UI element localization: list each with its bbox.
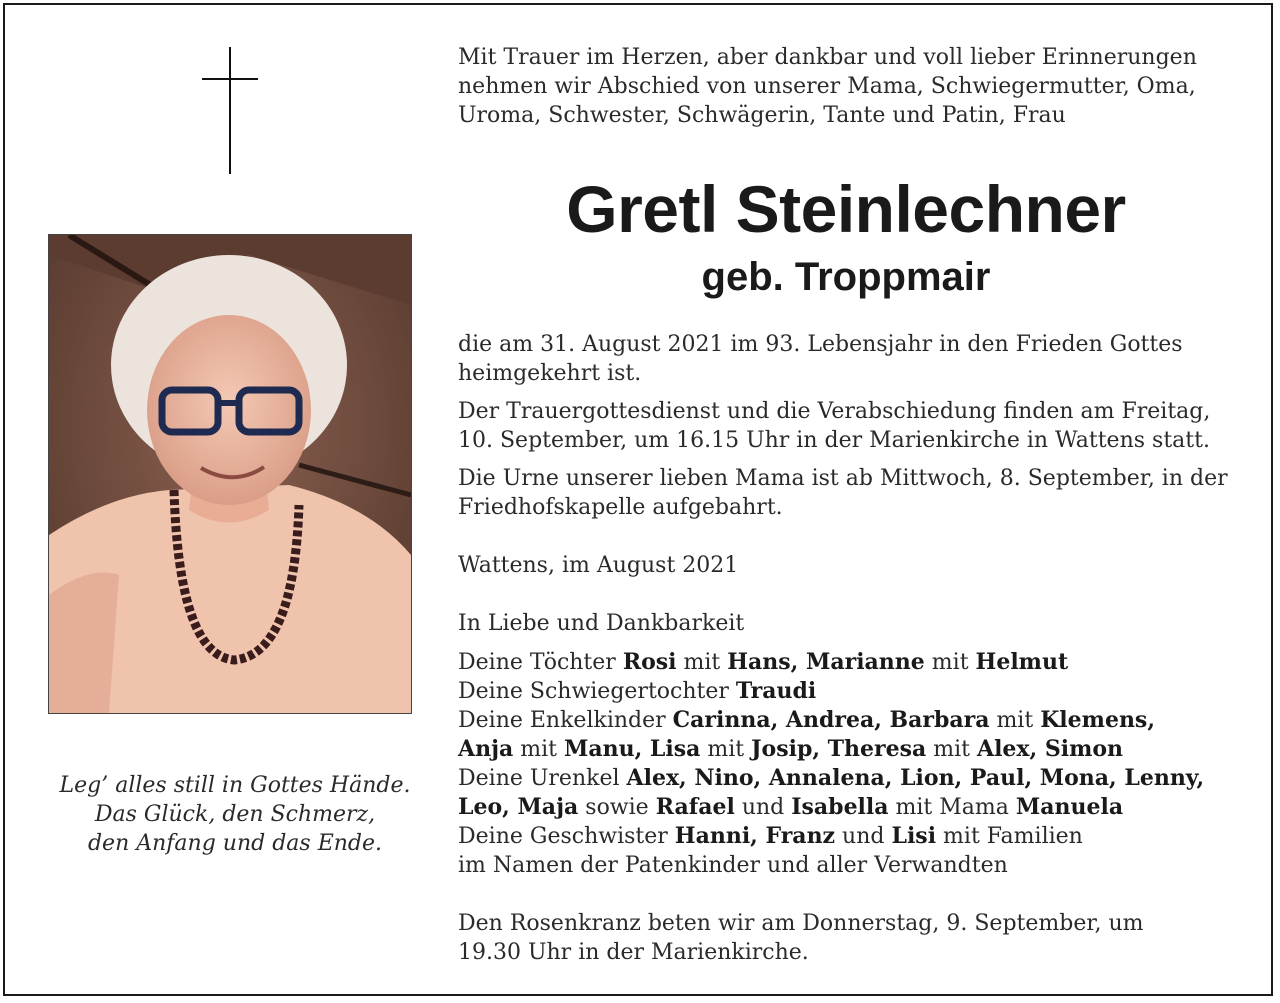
family-name: Lisi (891, 823, 937, 849)
cross-icon-bar (202, 78, 258, 80)
family-name: Carinna, Andrea, Barbara (672, 707, 990, 733)
poem-line: Leg’ alles still in Gottes Hände. (59, 773, 411, 798)
family-line (458, 677, 1234, 706)
text-line: Friedhofskapelle aufgebahrt. (458, 495, 783, 520)
intro-line: nehmen wir Abschied von unserer Mama, Schwiegermutter, Oma, (458, 74, 1196, 99)
family-line (458, 706, 1234, 735)
death-paragraph (458, 330, 1234, 388)
portrait-photo (48, 234, 412, 714)
family-text: mit (513, 737, 565, 762)
family-line (458, 764, 1234, 793)
family-line (458, 735, 1234, 764)
family-text: Deine Töchter (458, 650, 623, 675)
family-text: Deine Urenkel (458, 766, 627, 791)
family-text: Deine Enkelkinder (458, 708, 673, 733)
poem-line: Das Glück, den Schmerz, (94, 802, 376, 827)
poem-line: den Anfang und das Ende. (87, 831, 383, 856)
family-name: Traudi (735, 678, 817, 704)
cross-icon (229, 47, 231, 174)
family-name: Alex, Simon (977, 736, 1124, 762)
family-name: Anja (458, 736, 514, 762)
text-line: die am 31. August 2021 im 93. Lebensjahr in den Frieden Gottes (458, 332, 1183, 357)
funeral-paragraph (458, 397, 1234, 455)
family-text: mit (989, 708, 1041, 733)
family-line (458, 793, 1234, 822)
text-line: Den Rosenkranz beten wir am Donnerstag, 9. September, um (458, 911, 1144, 936)
text-line: 10. September, um 16.15 Uhr in der Marienkirche in Wattens statt. (458, 428, 1210, 453)
family-line (458, 648, 1234, 677)
poem (25, 771, 445, 858)
family-name: Hanni, Franz (674, 823, 836, 849)
family-name: Leo, Maja (458, 794, 579, 820)
intro-line: Mit Trauer im Herzen, aber dankbar und voll lieber Erinnerungen (458, 45, 1197, 70)
family-name: Manuela (1015, 794, 1124, 820)
family-text: mit (676, 650, 728, 675)
family-text: im Namen der Patenkinder und aller Verwandten (458, 853, 1008, 878)
family-name: Hans, Marianne (727, 649, 925, 675)
family-name: Rosi (622, 649, 677, 675)
deceased-name: Gretl Steinlechner (566, 172, 1126, 246)
family-text: Deine Geschwister (458, 824, 675, 849)
text-line: Der Trauergottesdienst und die Verabschiedung finden am Freitag, (458, 399, 1211, 424)
family-text: Deine Schwiegertochter (458, 679, 736, 704)
family-name: Josip, Theresa (751, 736, 927, 762)
family-text: sowie (578, 795, 656, 820)
family-name: Klemens, (1040, 707, 1155, 733)
family-text: mit (700, 737, 752, 762)
family-name: Alex, Nino, Annalena, Lion, Paul, Mona, Lenny, (626, 765, 1205, 791)
birth-name: geb. Troppmair (701, 255, 991, 299)
intro-text (458, 43, 1234, 130)
urn-paragraph (458, 464, 1234, 522)
family-name: Isabella (791, 794, 889, 820)
family-line (458, 822, 1234, 851)
obituary-notice (3, 3, 1273, 996)
family-text: und (734, 795, 792, 820)
family-name: Manu, Lisa (564, 736, 701, 762)
family-text: mit (924, 650, 976, 675)
family-text: mit (926, 737, 977, 762)
family-text: und (835, 824, 892, 849)
family-text: mit Familien (936, 824, 1083, 849)
text-line: 19.30 Uhr in der Marienkirche. (458, 940, 809, 965)
family-name: Helmut (975, 649, 1069, 675)
family-name: Rafael (655, 794, 735, 820)
closing-phrase: In Liebe und Dankbarkeit (458, 611, 745, 636)
text-line: Die Urne unserer lieben Mama ist ab Mittwoch, 8. September, in der (458, 466, 1228, 491)
rosary-paragraph (458, 909, 1234, 967)
family-line (458, 851, 1234, 880)
family-text: mit Mama (888, 795, 1016, 820)
intro-line: Uroma, Schwester, Schwägerin, Tante und Patin, Frau (458, 103, 1066, 128)
text-line: heimgekehrt ist. (458, 361, 642, 386)
family-list (458, 648, 1234, 880)
place-date: Wattens, im August 2021 (458, 553, 739, 578)
